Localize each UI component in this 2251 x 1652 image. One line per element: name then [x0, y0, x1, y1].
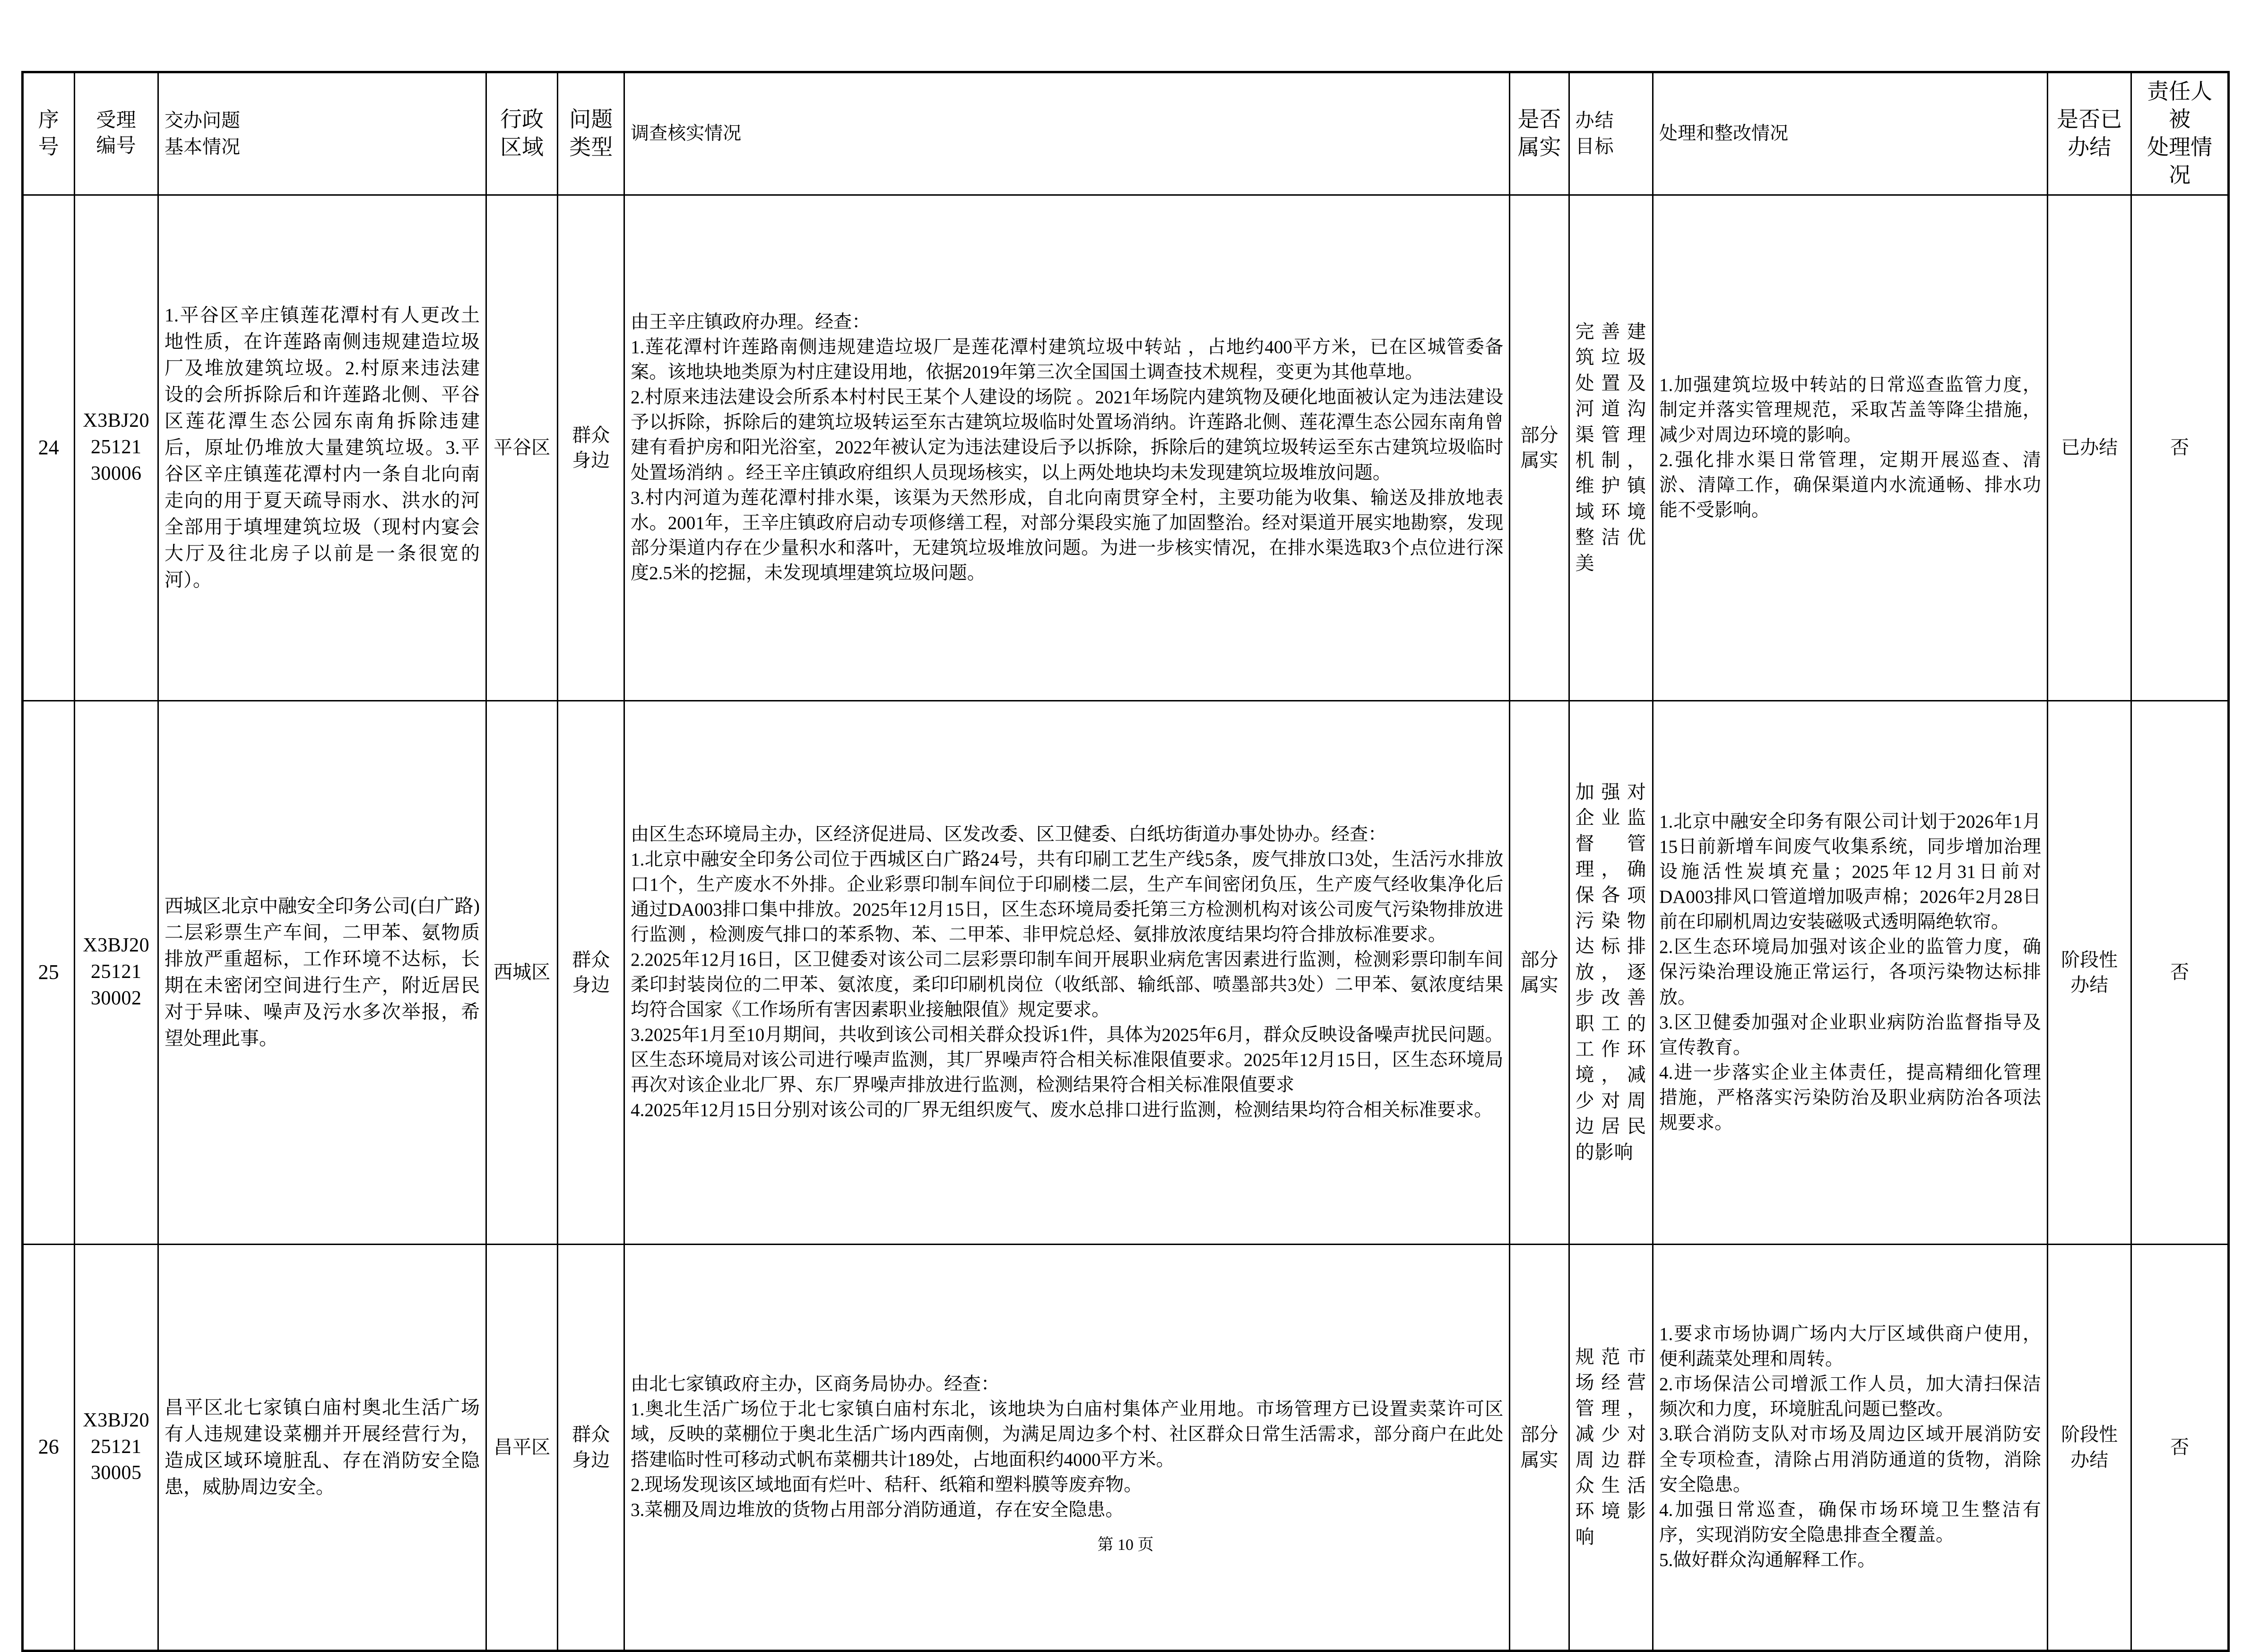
header-handling: 处理和整改情况 — [1653, 72, 2048, 195]
is-true-line: 属实 — [1520, 450, 1558, 471]
header-index: 序号 — [23, 72, 75, 195]
table-body — [23, 195, 2229, 1651]
cell-goal: 完善建筑垃圾处置及河道沟渠管理机制，维护镇域环境整洁优美 — [1569, 195, 1653, 701]
paragraph: 1.平谷区辛庄镇莲花潭村有人更改土地性质，在许莲路南侧违规建造垃圾厂及堆放建筑垃圾。2.村原来违法建设的会所拆除后和许莲路北侧、平谷区莲花潭生态公园东南角拆除违建后，原址仍堆放大量建筑垃圾。3.平谷区辛庄镇莲花潭村内一条自北向南走向的用于夏天疏导雨水、洪水的河全部用于填埋建筑垃圾（现村内宴会大厅及往北房子以前是一条很宽的河）。 — [164, 304, 480, 590]
paragraph: 由区生态环境局主办，区经济促进局、区发改委、区卫健委、白纸坊街道办事处协办。经查： — [631, 824, 1387, 845]
cell-investigation — [624, 195, 1510, 701]
issue-handling-table — [21, 71, 2230, 1652]
is-closed-line: 办结 — [2070, 1449, 2109, 1470]
cell-accept-no — [74, 1244, 158, 1651]
paragraph: 由王辛庄镇政府办理。经查： — [631, 312, 871, 333]
paragraph: 2.现场发现该区域地面有烂叶、秸秆、纸箱和塑料膜等废弃物。 — [631, 1474, 1143, 1495]
cell-index: 26 — [23, 1244, 75, 1651]
paragraph: 西城区北京中融安全印务公司(白广路)二层彩票生产车间，二甲苯、氨物质排放严重超标，工作环境不达标，长期在未密闭空间进行生产，附近居民对于异味、噪声及污水多次举报，希望处理此事。 — [164, 895, 480, 1049]
paragraph: 1.北京中融安全印务公司位于西城区白广路24号，共有印刷工艺生产线5条，废气排放口3处，生活污水排放口1个，生产废水不外排。企业彩票印制车间位于印刷楼二层，生产车间密闭负压，生产废气经收集净化后通过DA003排口集中排放。2025年12月15日，区生态环境局委托第三方检测机构对该公司废气污染物排放进行监测 ，检测废气排口的苯系物、苯、二甲苯、非甲烷总烃、氨排放浓度结果均符合排放标准要求。 — [631, 849, 1504, 945]
cell-is-true — [1510, 701, 1569, 1244]
paragraph: 5.做好群众沟通解释工作。 — [1659, 1549, 1876, 1570]
cell-handling — [1653, 1244, 2048, 1651]
paragraph: 由北七家镇政府主办，区商务局协办。经查： — [631, 1374, 1000, 1395]
cell-type — [558, 195, 624, 701]
cell-index: 24 — [23, 195, 75, 701]
page-footer: 第 10 页 — [1097, 1536, 1154, 1554]
cell-area: 昌平区 — [486, 1244, 557, 1651]
header-row — [23, 72, 2229, 195]
paragraph: 2.2025年12月16日，区卫健委对该公司二层彩票印制车间开展职业病危害因素进行监测，检测彩票印制车间柔印封装岗位的二甲苯、氨浓度，柔印印刷机岗位（收纸部、输纸部、喷墨部共3处）二甲苯、氨浓度结果均符合国家《工作场所有害因素职业接触限值》规定要求。 — [631, 949, 1504, 1021]
header-investigation: 调查核实情况 — [624, 72, 1510, 195]
paragraph: 1.要求市场协调广场内大厅区域供商户使用，便利蔬菜处理和周转。 — [1659, 1324, 2041, 1370]
cell-accept-no — [74, 701, 158, 1244]
cell-goal: 加强对企业监督管理，确保各项污染物达标排放，逐步改善职工的工作环境，减少对周边居民的影响 — [1569, 701, 1653, 1244]
cell-handling — [1653, 195, 2048, 701]
cell-investigation — [624, 1244, 1510, 1651]
cell-is-true — [1510, 195, 1569, 701]
type-line: 身边 — [572, 450, 610, 471]
paragraph: 2.村原来违法建设会所系本村村民王某个人建设的场院 。2021年场院内建筑物及硬化地面被认定为违法建设予以拆除，拆除后的建筑垃圾转运至东古建筑垃圾临时处置场消纳。许莲路北侧、莲花潭生态公园东南角曾建有看护房和阳光浴室，2022年被认定为违法建设后予以拆除，拆除后的建筑垃圾转运至东古建筑垃圾临时处置场消纳 。经王辛庄镇政府组织人员现场核实，以上两处地块均未发现建筑垃圾堆放问题。 — [631, 387, 1504, 483]
cell-is-closed — [2047, 1244, 2131, 1651]
accept-no-line: 30002 — [91, 987, 142, 1009]
cell-issue — [158, 195, 486, 701]
accept-no-line: 30006 — [91, 462, 142, 484]
type-line: 群众 — [572, 949, 610, 970]
is-closed-line: 办结 — [2070, 974, 2109, 995]
is-closed-line: 已办结 — [2061, 437, 2118, 458]
cell-area: 平谷区 — [486, 195, 557, 701]
header-is-closed: 是否已 办结 — [2047, 72, 2131, 195]
paragraph: 2.强化排水渠日常管理，定期开展巡查、清淤、清障工作，确保渠道内水流通畅、排水功能不受影响。 — [1659, 450, 2041, 521]
cell-issue — [158, 1244, 486, 1651]
header-area: 行政 区域 — [486, 72, 557, 195]
header-accept-no: 受理 编号 — [74, 72, 158, 195]
paragraph: 3.村内河道为莲花潭村排水渠，该渠为天然形成，自北向南贯穿全村，主要功能为收集、输送及排放地表水。2001年，王辛庄镇政府启动专项修缮工程，对部分渠段实施了加固整治。经对渠道开展实地勘察，发现部分渠道内存在少量积水和落叶，无建筑垃圾堆放问题。为进一步核实情况，在排水渠选取3个点位进行深度2.5米的挖掘，未发现填埋建筑垃圾问题。 — [631, 487, 1504, 583]
table-header — [23, 72, 2229, 195]
paragraph: 1.加强建筑垃圾中转站的日常巡查监管力度，制定并落实管理规范，采取苫盖等降尘措施，减少对周边环境的影响。 — [1659, 374, 2041, 445]
paragraph: 4.2025年12月15日分别对该公司的厂界无组织废气、废水总排口进行监测，检测结果均符合相关标准要求。 — [631, 1100, 1493, 1121]
is-true-line: 属实 — [1520, 1449, 1558, 1470]
table-row — [23, 701, 2229, 1244]
table-row — [23, 195, 2229, 701]
cell-responsible: 否 — [2131, 1244, 2229, 1651]
accept-no-line: X3BJ20 — [83, 410, 150, 432]
cell-type — [558, 701, 624, 1244]
cell-investigation — [624, 701, 1510, 1244]
cell-issue — [158, 701, 486, 1244]
paragraph: 3.菜棚及周边堆放的货物占用部分消防通道，存在安全隐患。 — [631, 1499, 1124, 1520]
cell-handling — [1653, 701, 2048, 1244]
header-is-true: 是否 属实 — [1510, 72, 1569, 195]
accept-no-line: 25121 — [91, 961, 142, 983]
cell-responsible: 否 — [2131, 195, 2229, 701]
accept-no-line: 25121 — [91, 1436, 142, 1458]
paragraph: 3.区卫健委加强对企业职业病防治监督指导及宣传教育。 — [1659, 1012, 2041, 1058]
type-line: 身边 — [572, 1449, 610, 1470]
header-goal: 办结 目标 — [1569, 72, 1653, 195]
is-true-line: 部分 — [1520, 424, 1558, 446]
paragraph: 昌平区北七家镇白庙村奥北生活广场有人违规建设菜棚并开展经营行为，造成区域环境脏乱、存在消防安全隐患，威胁周边安全。 — [164, 1396, 480, 1497]
accept-no-line: 25121 — [91, 436, 142, 458]
type-line: 群众 — [572, 424, 610, 446]
paragraph: 2.区生态环境局加强对该企业的监管力度，确保污染治理设施正常运行，各项污染物达标排放。 — [1659, 937, 2041, 1008]
cell-is-true — [1510, 1244, 1569, 1651]
header-type: 问题 类型 — [558, 72, 624, 195]
paragraph: 3.2025年1月至10月期间，共收到该公司相关群众投诉1件，具体为2025年6月，群众反映设备噪声扰民问题。区生态环境局对该公司进行噪声监测，其厂界噪声符合相关标准限值要求。2025年12月15日，区生态环境局再次对该企业北厂界、东厂界噪声排放进行监测，检测结果符合相关标准限值要求 — [631, 1025, 1504, 1096]
is-true-line: 部分 — [1520, 949, 1558, 970]
cell-type — [558, 1244, 624, 1651]
type-line: 身边 — [572, 974, 610, 995]
header-responsible: 责任人被 处理情况 — [2131, 72, 2229, 195]
cell-accept-no — [74, 195, 158, 701]
paragraph: 2.市场保洁公司增派工作人员，加大清扫保洁频次和力度，环境脏乱问题已整改。 — [1659, 1374, 2041, 1420]
accept-no-line: 30005 — [91, 1462, 142, 1484]
paragraph: 1.奥北生活广场位于北七家镇白庙村东北，该地块为白庙村集体产业用地。市场管理方已设置卖菜许可区域，反映的菜棚位于奥北生活广场内西南侧，为满足周边多个村、社区群众日常生活需求，部分商户在此处搭建临时性可移动式帆布菜棚共计189处，占地面积约4000平方米。 — [631, 1399, 1504, 1470]
header-issue: 交办问题 基本情况 — [158, 72, 486, 195]
is-closed-line: 阶段性 — [2061, 949, 2118, 970]
is-true-line: 部分 — [1520, 1424, 1558, 1445]
paragraph: 1.北京中融安全印务有限公司计划于2026年1月15日前新增车间废气收集系统，同步增加治理设施活性炭填充量；2025年12月31日前对DA003排风口管道增加吸声棉；2026年2月28日前在印刷机周边安装磁吸式透明隔绝软帘。 — [1659, 812, 2041, 933]
type-line: 群众 — [572, 1424, 610, 1445]
is-true-line: 属实 — [1520, 974, 1558, 995]
table-row — [23, 1244, 2229, 1651]
cell-is-closed — [2047, 701, 2131, 1244]
paragraph: 3.联合消防支队对市场及周边区域开展消防安全专项检查，清除占用消防通道的货物，消除安全隐患。 — [1659, 1424, 2041, 1495]
paragraph: 4.进一步落实企业主体责任，提高精细化管理措施，严格落实污染防治及职业病防治各项法规要求。 — [1659, 1062, 2041, 1133]
cell-goal: 规范市场经营管理，减少对周边群众生活环境影响 — [1569, 1244, 1653, 1651]
cell-responsible: 否 — [2131, 701, 2229, 1244]
paragraph: 4.加强日常巡查，确保市场环境卫生整洁有序，实现消防安全隐患排查全覆盖。 — [1659, 1499, 2041, 1545]
cell-area: 西城区 — [486, 701, 557, 1244]
cell-index: 25 — [23, 701, 75, 1244]
paragraph: 1.莲花潭村许莲路南侧违规建造垃圾厂是莲花潭村建筑垃圾中转站 ，占地约400平方米，已在区城管委备案。该地块地类原为村庄建设用地，依据2019年第三次全国国土调查技术规程，变更为其他草地。 — [631, 337, 1504, 383]
cell-is-closed — [2047, 195, 2131, 701]
accept-no-line: X3BJ20 — [83, 934, 150, 957]
accept-no-line: X3BJ20 — [83, 1409, 150, 1431]
is-closed-line: 阶段性 — [2061, 1424, 2118, 1445]
